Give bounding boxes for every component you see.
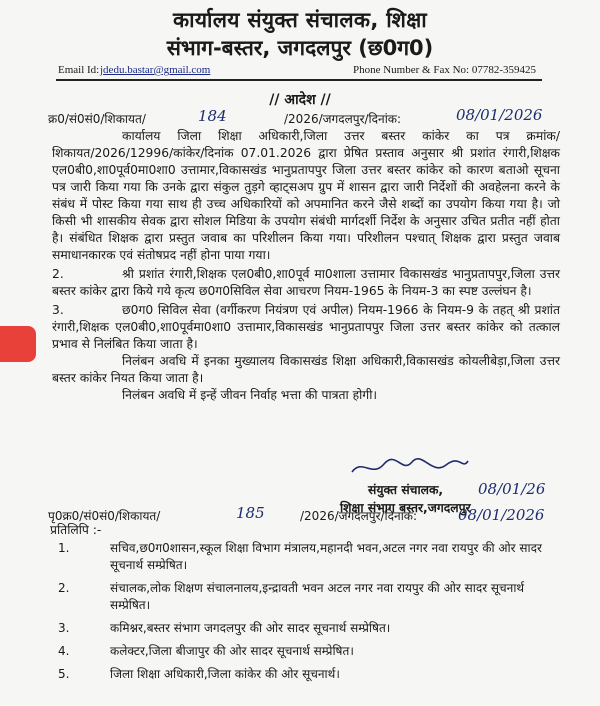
paragraph-2-text: श्री प्रशांत रंगारी,शिक्षक एल0बी0,शा0पूर्व मा0शाला उत्तामार विकासखंड भानुप्रतापपुर,जिला उत्तर बस्तर कांकेर द्वारा किये गये कृत्य छ0ग0सिविल सेवा आचरण नियम-1965 के नियम-3 का स्पष्ट उल्लंघन है। xyxy=(52,267,560,298)
ref1-date: 08/01/2026 xyxy=(456,106,543,124)
copy-to-list xyxy=(58,540,558,689)
email-link[interactable]: jdedu.bastar@gmail.com xyxy=(100,64,211,76)
signature-scribble xyxy=(350,456,470,478)
ref1-number: 184 xyxy=(198,107,227,125)
ref2-number: 185 xyxy=(236,504,265,522)
paragraph-2-number: 2. xyxy=(52,267,64,281)
paragraph-4: निलंबन अवधि में इनका मुख्यालय विकासखंड शिक्षा अधिकारी,विकासखंड कोयलीबेड़ा,जिला उत्तर बस्तर कांकेर नियत किया जाता है। xyxy=(52,354,560,385)
ref1-suffix: /2026/जगदलपुर/दिनांक: xyxy=(284,112,402,126)
list-item xyxy=(58,620,558,637)
ref2-date: 08/01/2026 xyxy=(458,506,545,524)
office-subtitle: संभाग-बस्तर, जगदलपुर (छ0ग0) xyxy=(166,36,434,60)
copy-number: 4. xyxy=(58,644,70,658)
header-divider xyxy=(56,79,542,81)
order-body xyxy=(52,128,560,404)
paragraph-3-text: छ0ग0 सिविल सेवा (वर्गीकरण नियंत्रण एवं अपील) नियम-1966 के नियम-9 के तहत् श्री प्रशांत रंगारी,शिक्षक एल0बी0,शा0पूर्वमा0शा0 उत्तामार,विकासखंड भानुप्रतापपुर जिला उत्तर बस्तर कांकेर को तत्काल प्रभाव से निलंबित किया जाता है। xyxy=(52,303,560,351)
list-item xyxy=(58,643,558,660)
paragraph-5: निलंबन अवधि में इन्हें जीवन निर्वाह भत्ता की पात्रता होगी। xyxy=(122,388,378,402)
copy-number: 5. xyxy=(58,667,70,681)
paragraph-3-number: 3. xyxy=(52,303,64,317)
copy-number: 3. xyxy=(58,621,70,635)
paragraph-1: कार्यालय जिला शिक्षा अधिकारी,जिला उत्तर बस्तर कांकेर का पत्र क्रमांक/शिकायत/2026/12996/कांकेर/दिनांक 07.01.2026 द्वारा प्रेषित प्रस्ताव अनुसार श्री प्रशांत रंगारी,शिक्षक एल0बी0,शा0पूर्व0मा0शा0 उत्तामार,विकासखंड भानुप्रतापपुर जिला उत्तर बस्तर कांकेर को कारण बताओ सूचना पत्र जारी किया गया कि उनके द्वारा संकुल तुड़गे व्हाट्सअप ग्रुप में शासन द्वारा जारी निर्देशों की अवहेलना करने के संबंध में पोस्ट किया गया साथ ही उच्च अधिकारियों को अपमानित करने जैसे शब्दों का उपयोग किया गया है। जो किसी भी शासकीय सेवक द्वारा सोशल मिडिया के उपयोग संबंधी मार्गदर्शी निर्देश के अनुसार उचित प्रतीत नहीं होता है। संबंधित शिक्षक द्वारा प्रस्तुत जवाब का परिशीलन किया गया। परिशीलन पश्चात् शिक्षक द्वारा प्रस्तुत जवाब समाधानकारक एवं संतोषप्रद नहीं होना पाया गया। xyxy=(52,129,560,262)
copy-recipient: संचालक,लोक शिक्षण संचालनालय,इन्द्रावती भवन अटल नगर नवा रायपुर की ओर सादर सूचनार्थ सम्प्रेषित। xyxy=(110,581,525,612)
copy-number: 1. xyxy=(58,541,70,555)
ref2-prefix: पृ0क्र0/सं0सं0/शिकायत/ xyxy=(48,509,161,523)
copy-to-label: प्रतिलिपि :- xyxy=(50,523,102,537)
red-side-tab[interactable] xyxy=(0,326,36,362)
phone-fax: Phone Number & Fax No: 07782-359425 xyxy=(352,64,536,76)
signatory-office: शिक्षा संभाग बस्तर,जगदलपुर xyxy=(340,501,471,515)
list-item xyxy=(58,540,558,574)
copy-number: 2. xyxy=(58,581,70,595)
order-title: // आदेश // xyxy=(269,92,331,108)
office-title: कार्यालय संयुक्त संचालक, शिक्षा xyxy=(172,8,428,32)
list-item xyxy=(58,666,558,683)
copy-recipient: जिला शिक्षा अधिकारी,जिला कांकेर की ओर सूचनार्थ। xyxy=(110,667,340,681)
list-item xyxy=(58,580,558,614)
ref1-prefix: क्र0/सं0सं0/शिकायत/ xyxy=(48,112,146,126)
ref2-suffix: /2026/जगदलपुर/दिनांक: xyxy=(300,509,418,523)
signatory-title: संयुक्त संचालक, xyxy=(368,483,444,497)
signature-date: 08/01/26 xyxy=(478,480,546,498)
copy-recipient: सचिव,छ0ग0शासन,स्कूल शिक्षा विभाग मंत्रालय,महानदी भवन,अटल नगर नवा रायपुर की ओर सादर सूचनार्थ सम्प्रेषित। xyxy=(110,541,542,572)
email-label: Email Id: xyxy=(58,64,100,76)
copy-recipient: कलेक्टर,जिला बीजापुर की ओर सादर सूचनार्थ सम्प्रेषित। xyxy=(110,644,354,658)
copy-recipient: कमिश्नर,बस्तर संभाग जगदलपुर की ओर सादर सूचनार्थ सम्प्रेषित। xyxy=(110,621,391,635)
